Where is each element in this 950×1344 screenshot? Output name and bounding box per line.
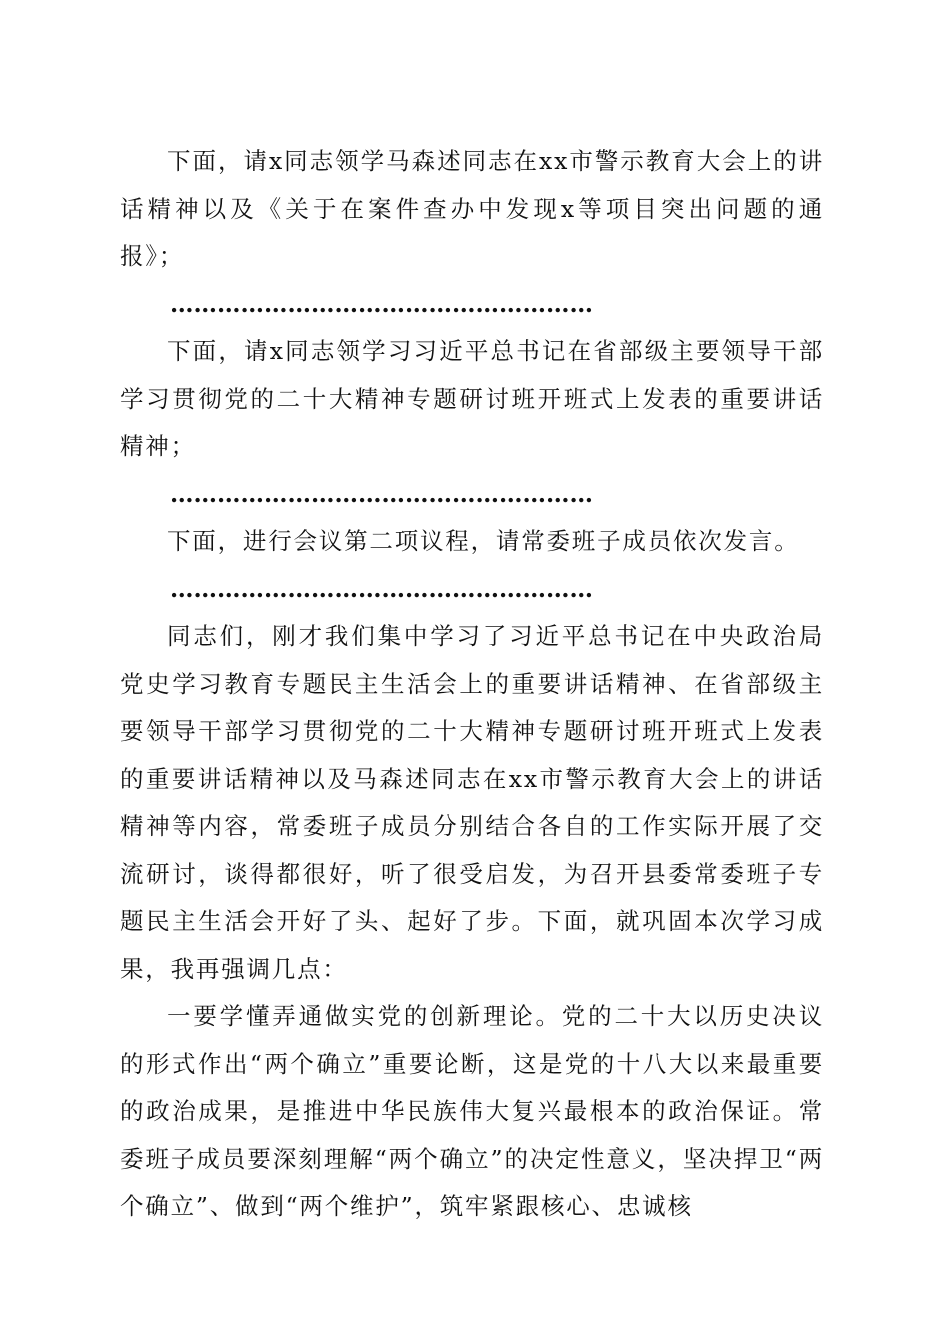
paragraph-point-one: 一要学懂弄通做实党的创新理论。党的二十大以历史决议的形式作出“两个确立”重要论断，这是党的十八大以来最重要的政治成果，是推进中华民族伟大复兴最根本的政治保证。常委班子成员要深刻理解“两个确立”的决定性意义，坚决捍卫“两个确立”、做到“两个维护”，筑牢紧跟核心、忠诚核 bbox=[120, 1002, 824, 1220]
paragraph-study-warning-speech: 下面，请x同志领学马森述同志在xx市警示教育大会上的讲话精神以及《关于在案件查办中发现x等项目突出问题的通报》； bbox=[120, 147, 824, 270]
paragraph-study-leader-speech: 下面，请x同志领学习习近平总书记在省部级主要领导干部学习贯彻党的二十大精神专题研讨班开班式上发表的重要讲话精神； bbox=[120, 337, 824, 460]
ellipsis-separator: ……………………………………………… bbox=[170, 289, 593, 318]
paragraph-summary: 同志们，刚才我们集中学习了习近平总书记在中央政治局党史学习教育专题民主生活会上的重要讲话精神、在省部级主要领导干部学习贯彻党的二十大精神专题研讨班开班式上发表的重要讲话精神以及马森述同志在xx市警示教育大会上的讲话精神等内容，常委班子成员分别结合各自的工作实际开展了交流研讨，谈得都很好，听了很受启发，为召开县委常委班子专题民主生活会开好了头、起好了步。下面，就巩固本次学习成果，我再强调几点： bbox=[120, 622, 824, 983]
document-page bbox=[120, 138, 824, 1231]
ellipsis-separator: ……………………………………………… bbox=[170, 574, 593, 603]
paragraph-second-agenda: 下面，进行会议第二项议程，请常委班子成员依次发言。 bbox=[167, 527, 800, 555]
ellipsis-separator: ……………………………………………… bbox=[170, 479, 593, 508]
